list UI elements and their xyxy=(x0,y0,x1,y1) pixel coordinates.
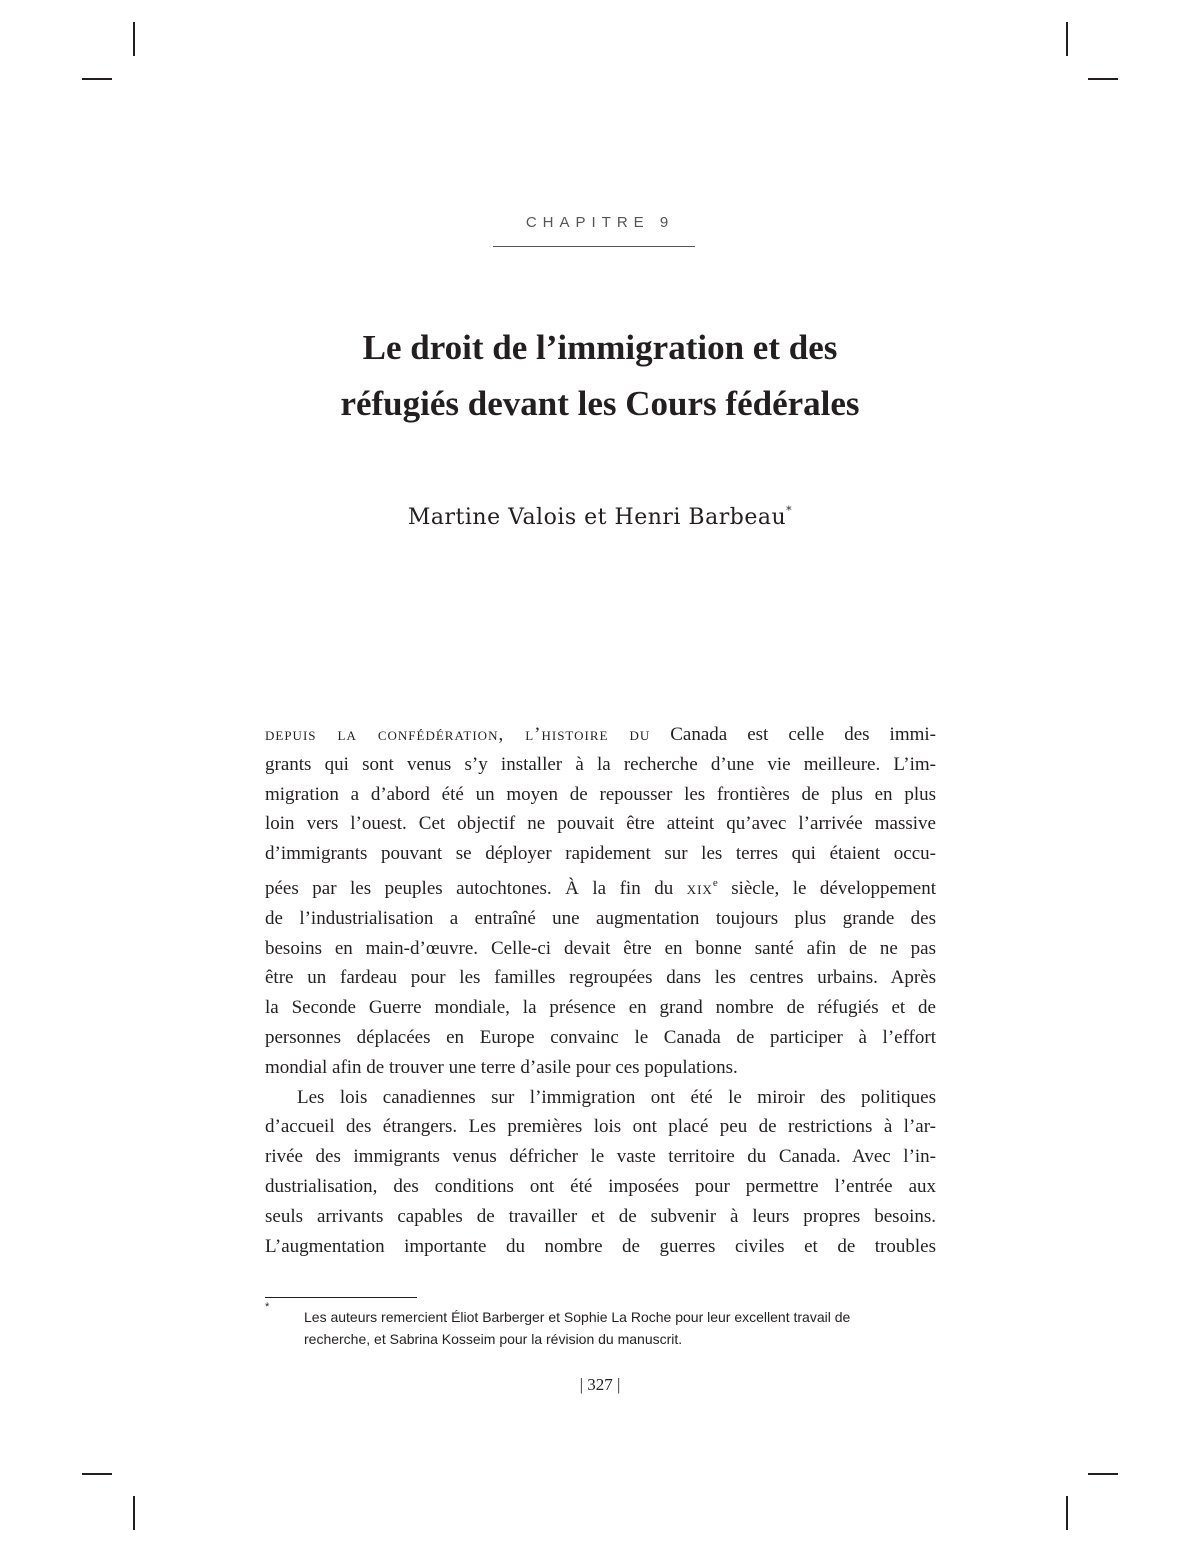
body-line: d’accueil des étrangers. Les premières lois ont placé peu de restrictions à l’ar- xyxy=(265,1116,936,1138)
body-text xyxy=(265,720,936,1261)
body-line-text: siècle, le développement xyxy=(717,877,936,899)
crop-mark-bottom-right-horizontal xyxy=(1088,1473,1118,1475)
chapter-rule xyxy=(493,246,695,247)
body-line-text: Canada est celle des immi- xyxy=(650,724,936,745)
authors-line xyxy=(300,504,900,530)
body-line: la Seconde Guerre mondiale, la présence en grand nombre de réfugiés et de xyxy=(265,997,936,1019)
footnote-line-1: Les auteurs remercient Éliot Barberger et Sophie La Roche pour leur excellent travail de xyxy=(304,1309,851,1325)
author-names: Martine Valois et Henri Barbeau xyxy=(407,505,787,530)
body-line: L’augmentation importante du nombre de guerres civiles et de troubles xyxy=(265,1235,936,1257)
crop-mark-top-left-horizontal xyxy=(82,78,112,80)
body-line: Les lois canadiennes sur l’immigration ont été le miroir des politiques xyxy=(297,1086,936,1108)
body-line: de l’industrialisation a entraîné une augmentation toujours plus grande des xyxy=(265,907,936,929)
body-line: être un fardeau pour les familles regroupées dans les centres urbains. Après xyxy=(265,967,936,989)
page-number: | 327 | xyxy=(579,1375,621,1394)
body-line: seuls arrivants capables de travailler et de subvenir à leurs propres besoins. xyxy=(265,1205,936,1227)
crop-mark-top-right-vertical xyxy=(1066,22,1068,56)
body-line: loin vers l’ouest. Cet objectif ne pouvait être atteint qu’avec l’arrivée massive xyxy=(265,813,936,835)
body-line: grants qui sont venus s’y installer à la recherche d’une vie meilleure. L’im- xyxy=(265,753,936,775)
crop-mark-bottom-left-vertical xyxy=(133,1496,135,1530)
footnote-rule xyxy=(265,1297,417,1298)
footnote-mark: * xyxy=(265,1301,270,1313)
chapter-title-line-1: Le droit de l’immigration et des xyxy=(362,328,838,367)
crop-mark-bottom-right-vertical xyxy=(1066,1496,1068,1530)
chapter-title-line-2: réfugiés devant les Cours fédérales xyxy=(340,384,860,423)
crop-mark-top-left-vertical xyxy=(133,22,135,56)
body-line xyxy=(265,869,936,904)
century-superscript: e xyxy=(712,876,718,889)
chapter-label: CHAPITRE 9 xyxy=(525,214,675,231)
body-line: dustrialisation, des conditions ont été imposées pour permettre l’entrée aux xyxy=(265,1175,936,1197)
body-line: mondial afin de trouver une terre d’asile pour ces populations. xyxy=(265,1056,738,1078)
lead-in-smallcaps: depuis la confédération, l’histoire du xyxy=(265,724,651,745)
body-line xyxy=(265,720,936,750)
body-line: d’immigrants pouvant se déployer rapidement sur les terres qui étaient occu- xyxy=(265,843,936,865)
crop-mark-bottom-left-horizontal xyxy=(82,1473,112,1475)
chapter-title xyxy=(250,320,950,432)
author-note-mark: * xyxy=(786,504,793,517)
century-numeral: xix xyxy=(686,877,713,899)
body-line-text: pées par les peuples autochtones. À la fin du xyxy=(265,877,687,899)
footnote-line-2: recherche, et Sabrina Kosseim pour la révision du manuscrit. xyxy=(304,1331,683,1347)
body-line: migration a d’abord été un moyen de repousser les frontières de plus en plus xyxy=(265,783,936,805)
body-line: personnes déplacées en Europe convainc le Canada de participer à l’effort xyxy=(265,1026,936,1048)
footnote xyxy=(304,1306,936,1350)
body-line: besoins en main-d’œuvre. Celle-ci devait être en bonne santé afin de ne pas xyxy=(265,937,936,959)
body-line: rivée des immigrants venus défricher le vaste territoire du Canada. Avec l’in- xyxy=(265,1146,936,1168)
crop-mark-top-right-horizontal xyxy=(1088,78,1118,80)
